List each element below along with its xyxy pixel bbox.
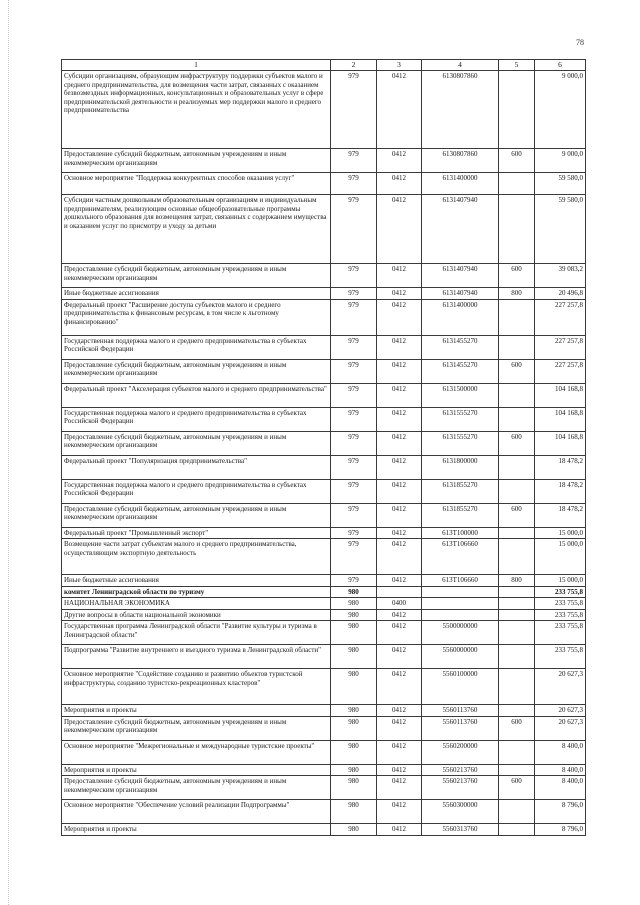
expense-type-cell [499,173,535,195]
expense-type-cell: 800 [499,575,535,587]
table-row [62,299,586,335]
expense-type-cell: 600 [499,359,535,383]
section-code-cell: 0412 [377,335,422,359]
admin-code-cell: 980 [331,764,377,776]
table-row [62,705,586,717]
amount-cell: 8 796,0 [535,800,586,824]
amount-cell: 104 168,8 [535,431,586,455]
section-code-cell: 0412 [377,716,422,740]
target-article-cell: 6131455270 [422,335,499,359]
target-article-cell [422,586,499,598]
admin-code-cell: 979 [331,455,377,479]
admin-code-cell: 980 [331,598,377,610]
row-name-cell: Основное мероприятие "Межрегиональные и международные туристские проекты" [62,740,331,764]
expense-type-cell [499,71,535,149]
target-article-cell: 613Т106660 [422,575,499,587]
row-name-cell: Мероприятия и проекты [62,705,331,717]
target-article-cell: 5560213760 [422,776,499,800]
target-article-cell: 613Т100000 [422,527,499,539]
target-article-cell: 6131855270 [422,479,499,503]
section-code-cell: 0412 [377,800,422,824]
target-article-cell: 6130807860 [422,149,499,173]
table-header-row [62,60,586,71]
column-header: 1 [62,60,331,71]
table-row [62,621,586,645]
expense-type-cell: 600 [499,264,535,288]
table-row [62,800,586,824]
expense-type-cell: 600 [499,149,535,173]
table-row [62,455,586,479]
admin-code-cell: 979 [331,299,377,335]
amount-cell: 233 755,8 [535,598,586,610]
admin-code-cell: 979 [331,383,377,407]
row-name-cell: Государственная программа Ленинградской области "Развитие культуры и туризма в Ленинградской области" [62,621,331,645]
section-code-cell: 0412 [377,645,422,669]
expense-type-cell [499,669,535,705]
row-name-cell: Основное мероприятие "Поддержка конкурентных способов оказания услуг" [62,173,331,195]
amount-cell: 18 478,2 [535,455,586,479]
target-article-cell: 5560313760 [422,824,499,836]
row-name-cell: Основное мероприятие "Обеспечение условий реализации Подпрограммы" [62,800,331,824]
table-row [62,716,586,740]
row-name-cell: Федеральный проект "Популяризация предпринимательства" [62,455,331,479]
section-code-cell: 0400 [377,598,422,610]
admin-code-cell: 979 [331,335,377,359]
table-row [62,539,586,575]
amount-cell: 104 168,8 [535,407,586,431]
admin-code-cell: 979 [331,149,377,173]
table-row [62,609,586,621]
admin-code-cell: 980 [331,800,377,824]
section-code-cell: 0412 [377,359,422,383]
target-article-cell: 5560000000 [422,645,499,669]
scan-edge-line [8,0,9,905]
admin-code-cell: 980 [331,669,377,705]
expense-type-cell: 600 [499,431,535,455]
expense-type-cell [499,586,535,598]
target-article-cell: 6131555270 [422,431,499,455]
amount-cell: 8 796,0 [535,824,586,836]
admin-code-cell: 980 [331,776,377,800]
row-name-cell: Государственная поддержка малого и среднего предпринимательства в субъектах Российской Федерации [62,479,331,503]
budget-table [61,59,586,836]
amount-cell: 18 478,2 [535,479,586,503]
expense-type-cell [499,335,535,359]
table-row [62,669,586,705]
admin-code-cell: 980 [331,740,377,764]
expense-type-cell [499,800,535,824]
target-article-cell: 5560113760 [422,716,499,740]
column-header: 3 [377,60,422,71]
amount-cell: 233 755,8 [535,609,586,621]
expense-type-cell [499,455,535,479]
amount-cell: 39 083,2 [535,264,586,288]
row-name-cell: Государственная поддержка малого и среднего предпринимательства в субъектах Российской Федерации [62,335,331,359]
expense-type-cell [499,598,535,610]
expense-type-cell [499,407,535,431]
amount-cell: 20 496,8 [535,288,586,300]
amount-cell: 227 257,8 [535,299,586,335]
row-name-cell: Предоставление субсидий бюджетным, автономным учреждениям и иным некоммерческим организациям [62,503,331,527]
admin-code-cell: 980 [331,609,377,621]
table-row [62,598,586,610]
admin-code-cell: 979 [331,527,377,539]
expense-type-cell [499,645,535,669]
amount-cell: 20 627,3 [535,716,586,740]
target-article-cell: 5560113760 [422,705,499,717]
section-code-cell: 0412 [377,264,422,288]
row-name-cell: комитет Ленинградской области по туризму [62,586,331,598]
amount-cell: 59 580,0 [535,195,586,264]
section-code-cell: 0412 [377,149,422,173]
section-code-cell: 0412 [377,195,422,264]
section-code-cell: 0412 [377,575,422,587]
row-name-cell: Предоставление субсидий бюджетным, автономным учреждениям и иным некоммерческим организациям [62,149,331,173]
admin-code-cell: 979 [331,431,377,455]
column-header: 6 [535,60,586,71]
table-row [62,740,586,764]
section-code-cell: 0412 [377,609,422,621]
section-code-cell: 0412 [377,71,422,149]
row-name-cell: Предоставление субсидий бюджетным, автономным учреждениям и иным некоммерческим организациям [62,359,331,383]
admin-code-cell: 979 [331,575,377,587]
table-row [62,195,586,264]
row-name-cell: Возмещение части затрат субъектам малого и среднего предпринимательства, осуществляющим экспортную деятельность [62,539,331,575]
row-name-cell: Предоставление субсидий бюджетным, автономным учреждениям и иным некоммерческим организациям [62,431,331,455]
amount-cell: 227 257,8 [535,335,586,359]
target-article-cell: 6131800000 [422,455,499,479]
table-row [62,824,586,836]
table-row [62,645,586,669]
table-row [62,431,586,455]
section-code-cell: 0412 [377,621,422,645]
row-name-cell: Иные бюджетные ассигнования [62,575,331,587]
admin-code-cell: 979 [331,479,377,503]
amount-cell: 20 627,3 [535,705,586,717]
expense-type-cell [499,479,535,503]
expense-type-cell [499,621,535,645]
expense-type-cell: 600 [499,716,535,740]
target-article-cell [422,598,499,610]
target-article-cell: 6131407940 [422,288,499,300]
row-name-cell: Основное мероприятие "Содействие созданию и развитию объектов туристской инфраструктуры, созданию туристско-рекреационных кластеров" [62,669,331,705]
amount-cell: 233 755,8 [535,621,586,645]
target-article-cell: 6131407940 [422,264,499,288]
admin-code-cell: 979 [331,407,377,431]
table-row [62,776,586,800]
amount-cell: 18 478,2 [535,503,586,527]
table-row [62,764,586,776]
section-code-cell: 0412 [377,503,422,527]
amount-cell: 8 400,0 [535,740,586,764]
row-name-cell: Федеральный проект "Расширение доступа субъектов малого и среднего предпринимательства к финансовым ресурсам, в том числе к льготному финансированию" [62,299,331,335]
expense-type-cell [499,299,535,335]
target-article-cell: 6131400000 [422,299,499,335]
table-row [62,575,586,587]
row-name-cell: Государственная поддержка малого и среднего предпринимательства в субъектах Российской Федерации [62,407,331,431]
column-header: 2 [331,60,377,71]
amount-cell: 15 000,0 [535,527,586,539]
table-row [62,264,586,288]
amount-cell: 233 755,8 [535,586,586,598]
admin-code-cell: 979 [331,173,377,195]
expense-type-cell: 800 [499,288,535,300]
table-row [62,149,586,173]
target-article-cell: 6131455270 [422,359,499,383]
row-name-cell: Федеральный проект "Акселерация субъектов малого и среднего предпринимательства" [62,383,331,407]
section-code-cell: 0412 [377,539,422,575]
section-code-cell: 0412 [377,824,422,836]
table-row [62,173,586,195]
expense-type-cell: 600 [499,776,535,800]
admin-code-cell: 980 [331,645,377,669]
amount-cell: 20 627,3 [535,669,586,705]
admin-code-cell: 979 [331,503,377,527]
row-name-cell: Субсидии организациям, образующим инфраструктуру поддержки субъектов малого и среднего предпринимательства, для возмещения части затрат, связанных с оказанием безвозмездных информационных, консультационных и образовательных услуг в сфере предпринимательской деятельности и реализуемых мер поддержки малого и среднего предпринимательства [62,71,331,149]
row-name-cell: Предоставление субсидий бюджетным, автономным учреждениям и иным некоммерческим организациям [62,264,331,288]
section-code-cell: 0412 [377,288,422,300]
admin-code-cell: 979 [331,264,377,288]
column-header: 5 [499,60,535,71]
section-code-cell: 0412 [377,173,422,195]
table-row [62,503,586,527]
table-row [62,288,586,300]
table-row [62,359,586,383]
expense-type-cell [499,195,535,264]
section-code-cell: 0412 [377,705,422,717]
section-code-cell: 0412 [377,764,422,776]
table-row [62,527,586,539]
row-name-cell: НАЦИОНАЛЬНАЯ ЭКОНОМИКА [62,598,331,610]
amount-cell: 9 000,0 [535,149,586,173]
row-name-cell: Субсидии частным дошкольным образовательным организациям и индивидуальным предпринимателям, реализующим основные общеобразовательные программы дошкольного образования для возмещения затрат, связанных с содержанием имущества и оказанием услуг по присмотру и уходу за детьми [62,195,331,264]
row-name-cell: Предоставление субсидий бюджетным, автономным учреждениям и иным некоммерческим организациям [62,776,331,800]
admin-code-cell: 980 [331,621,377,645]
admin-code-cell: 979 [331,195,377,264]
target-article-cell: 6130807860 [422,71,499,149]
row-name-cell: Мероприятия и проекты [62,824,331,836]
target-article-cell: 6131855270 [422,503,499,527]
target-article-cell: 6131400000 [422,173,499,195]
table-row [62,407,586,431]
page-number: 78 [576,38,584,47]
expense-type-cell [499,539,535,575]
amount-cell: 59 580,0 [535,173,586,195]
section-code-cell: 0412 [377,776,422,800]
section-code-cell: 0412 [377,455,422,479]
section-code-cell: 0412 [377,407,422,431]
expense-type-cell [499,383,535,407]
amount-cell: 15 000,0 [535,575,586,587]
amount-cell: 9 000,0 [535,71,586,149]
table-body [62,71,586,836]
admin-code-cell: 979 [331,539,377,575]
row-name-cell: Предоставление субсидий бюджетным, автономным учреждениям и иным некоммерческим организациям [62,716,331,740]
row-name-cell: Федеральный проект "Промышленный экспорт" [62,527,331,539]
row-name-cell: Иные бюджетные ассигнования [62,288,331,300]
section-code-cell: 0412 [377,299,422,335]
amount-cell: 15 000,0 [535,539,586,575]
target-article-cell: 613Т106660 [422,539,499,575]
amount-cell: 227 257,8 [535,359,586,383]
expense-type-cell [499,705,535,717]
section-code-cell: 0412 [377,383,422,407]
expense-type-cell [499,824,535,836]
expense-type-cell [499,609,535,621]
section-code-cell: 0412 [377,669,422,705]
section-code-cell: 0412 [377,479,422,503]
admin-code-cell: 979 [331,359,377,383]
expense-type-cell [499,764,535,776]
table-row [62,479,586,503]
row-name-cell: Подпрограмма "Развитие внутреннего и въездного туризма в Ленинградской области" [62,645,331,669]
section-code-cell: 0412 [377,527,422,539]
target-article-cell: 6131555270 [422,407,499,431]
table-row [62,586,586,598]
expense-type-cell [499,527,535,539]
expense-type-cell [499,740,535,764]
section-code-cell: 0412 [377,740,422,764]
table-row [62,71,586,149]
admin-code-cell: 980 [331,824,377,836]
target-article-cell: 5500000000 [422,621,499,645]
admin-code-cell: 980 [331,586,377,598]
target-article-cell: 5560213760 [422,764,499,776]
target-article-cell: 5560100000 [422,669,499,705]
target-article-cell [422,609,499,621]
column-header: 4 [422,60,499,71]
admin-code-cell: 979 [331,71,377,149]
target-article-cell: 5560300000 [422,800,499,824]
section-code-cell: 0412 [377,431,422,455]
admin-code-cell: 980 [331,716,377,740]
row-name-cell: Другие вопросы в области национальной экономики [62,609,331,621]
table-row [62,383,586,407]
amount-cell: 8 400,0 [535,776,586,800]
admin-code-cell: 979 [331,288,377,300]
expense-type-cell: 600 [499,503,535,527]
target-article-cell: 6131500000 [422,383,499,407]
section-code-cell [377,586,422,598]
row-name-cell: Мероприятия и проекты [62,764,331,776]
amount-cell: 104 168,8 [535,383,586,407]
amount-cell: 233 755,8 [535,645,586,669]
amount-cell: 8 400,0 [535,764,586,776]
target-article-cell: 5560200000 [422,740,499,764]
target-article-cell: 6131407940 [422,195,499,264]
table-row [62,335,586,359]
admin-code-cell: 980 [331,705,377,717]
